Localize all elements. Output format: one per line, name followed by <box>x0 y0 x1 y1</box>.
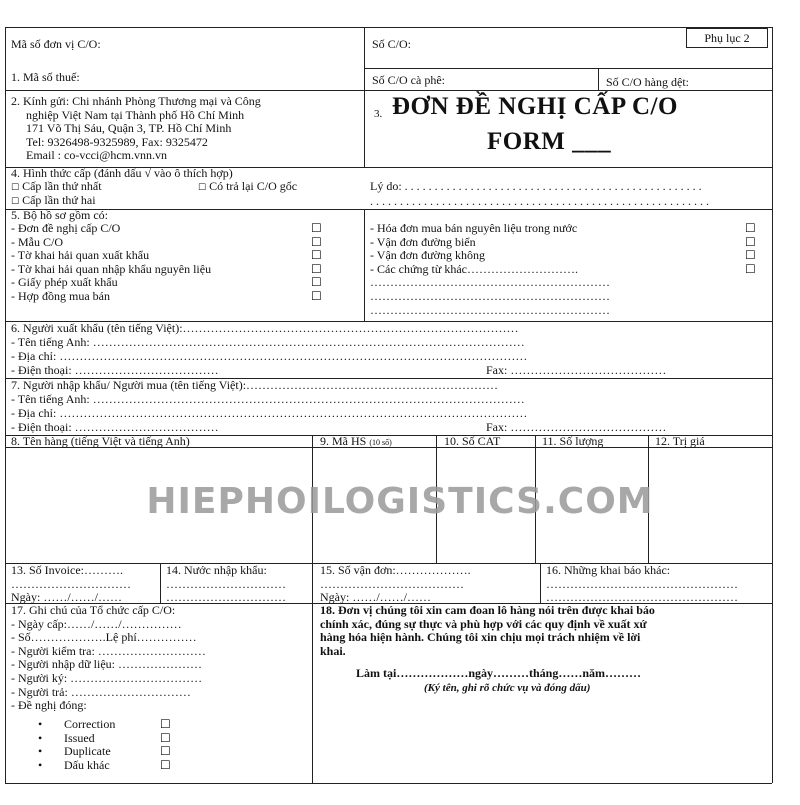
form-title: ĐƠN ĐỀ NGHỊ CẤP C/O <box>392 93 678 120</box>
other-declarations-dots[interactable]: ………………………………………… <box>546 576 738 591</box>
doc-item: - Giấy phép xuất khẩu <box>11 275 118 290</box>
stamp-labels <box>64 718 115 772</box>
checkbox-icon[interactable]: ☐ <box>311 248 322 263</box>
col-hs-code: 9. Mã HS (10 số) <box>320 434 392 448</box>
so-co-label: Số C/O: <box>372 37 412 51</box>
docs-right-checkboxes[interactable] <box>745 222 756 276</box>
doc-item: - Hợp đồng mua bán <box>11 288 110 303</box>
bill-of-lading-date[interactable]: Ngày: ……/……/…… <box>320 590 431 605</box>
so-co-hang-det-label: Số C/O hàng dệt: <box>606 75 689 89</box>
import-country-dots[interactable]: ………………………… <box>166 576 286 591</box>
declaration-line: 18. Đơn vị chúng tôi xin cam đoan lô hàng nói trên được khai báo <box>320 603 655 617</box>
import-country-block[interactable] <box>166 564 286 605</box>
option-first-issue[interactable]: ☐ Cấp lần thứ nhất <box>11 179 102 193</box>
exporter-phone[interactable]: - Điện thoại: ……………………………… <box>11 363 219 377</box>
data-entry[interactable]: - Người nhập dữ liệu: ………………… <box>11 657 203 672</box>
reason-dots[interactable]: . . . . . . . . . . . . . . . . . . . . . . . . . . . . . . . . . . . . . . . . . . . . . . . . . . . . . . . . . <box>370 194 709 208</box>
col-value: 12. Trị giá <box>655 434 705 448</box>
checkbox-icon[interactable]: ☐ <box>311 234 322 249</box>
recipient-email: Email : co-vcci@hcm.vnn.vn <box>26 148 168 163</box>
checkbox-icon[interactable]: ☐ <box>160 744 171 759</box>
docs-left-list <box>11 222 211 304</box>
recipient-line: 2. Kính gửi: Chi nhánh Phòng Thương mại và Công <box>11 94 261 108</box>
issue-date[interactable]: - Ngày cấp:……/……/…………… <box>11 616 182 631</box>
ma-so-don-vi-label: Mã số đơn vị C/O: <box>11 37 101 51</box>
checkbox-icon[interactable]: ☐ <box>311 261 322 276</box>
recipient-address: 171 Võ Thị Sáu, Quận 3, TP. Hồ Chí Minh <box>26 121 232 136</box>
invoice-block[interactable] <box>11 564 131 605</box>
bill-of-lading-block[interactable] <box>320 564 471 605</box>
doc-item: - Đơn đề nghị cấp C/O <box>11 221 121 235</box>
checkbox-icon[interactable]: ☐ <box>11 197 20 207</box>
doc-dots[interactable]: …………………………………………………… <box>370 288 610 303</box>
checkbox-icon[interactable]: ☐ <box>745 248 756 263</box>
declaration-line: chính xác, đúng sự thực và phù hợp với các quy định về xuất xứ <box>320 616 647 631</box>
recipient-line: nghiệp Việt Nam tại Thành phố Hồ Chí Minh <box>26 107 245 122</box>
col-cat-number: 10. Số CAT <box>444 434 501 448</box>
so-co-ca-phe-label: Số C/O cà phê: <box>372 73 445 87</box>
title-number: 3. <box>374 108 383 120</box>
doc-item: - Mẫu C/O <box>11 234 63 249</box>
phu-luc-badge: Phụ lục 2 <box>686 28 768 48</box>
invoice-number[interactable]: 13. Số Invoice:………. <box>11 563 123 577</box>
section5-heading: 5. Bộ hồ sơ gồm có: <box>11 208 109 222</box>
importer-fax[interactable]: Fax: ………………………………… <box>486 420 667 434</box>
stamp-checkboxes[interactable] <box>160 718 171 772</box>
checkbox-icon[interactable]: ☐ <box>745 221 756 235</box>
docs-right-list <box>370 222 610 317</box>
importer-phone[interactable]: - Điện thoại: ……………………………… <box>11 420 219 434</box>
importer-english-name[interactable]: - Tên tiếng Anh: ……………………………………………………………………………………………… <box>11 392 525 406</box>
ma-so-thue-label: 1. Mã số thuế: <box>11 70 80 84</box>
returner[interactable]: - Người trả: ………………………… <box>11 684 191 699</box>
doc-dots[interactable]: …………………………………………………… <box>370 275 610 290</box>
section4-heading: 4. Hình thức cấp (đánh dấu √ vào ô thích hợp) <box>11 166 233 180</box>
declaration-line: hàng hóa hiện hành. Chúng tôi xin chịu mọi trách nhiệm về lời <box>320 630 641 645</box>
exporter-fax[interactable]: Fax: ………………………………… <box>486 363 667 377</box>
declaration-block <box>320 604 655 658</box>
checkbox-icon[interactable]: ☐ <box>160 730 171 745</box>
other-declarations-dots[interactable]: ………………………………………… <box>546 590 738 605</box>
other-declarations-block[interactable] <box>546 564 738 605</box>
checkbox-icon[interactable]: ☐ <box>311 288 322 303</box>
import-country-dots[interactable]: ………………………… <box>166 590 286 605</box>
recipient-phone: Tel: 9326498-9325989, Fax: 9325472 <box>26 134 208 149</box>
bill-of-lading-dots[interactable]: ……………………………… <box>320 576 464 591</box>
importer-heading[interactable]: 7. Người nhập khẩu/ Người mua (tên tiếng Việt):……………………………………………………… <box>11 378 499 392</box>
invoice-dots[interactable]: ………………………… <box>11 576 131 591</box>
number-fee[interactable]: - Số……………….Lệ phí…………… <box>11 630 197 645</box>
watermark: HIEPHOILOGISTICS.COM <box>146 481 654 522</box>
reason-field[interactable]: Lý do: . . . . . . . . . . . . . . . . . . . . . . . . . . . . . . . . . . . . . . . . . . . . . . . . . . <box>370 179 702 193</box>
stamp-other: Dấu khác <box>64 757 110 772</box>
exporter-heading[interactable]: 6. Người xuất khẩu (tên tiếng Việt):………………………………………………………………………… <box>11 321 519 335</box>
stamp-request-label: - Đề nghị đóng: <box>11 698 87 713</box>
other-declarations-label: 16. Những khai báo khác: <box>546 563 671 577</box>
signature-note: (Ký tên, ghi rõ chức vụ và đóng dấu) <box>424 682 591 694</box>
doc-item: - Vận đơn đường không <box>370 248 485 263</box>
recipient-block <box>11 95 261 163</box>
bill-of-lading-number[interactable]: 15. Số vận đơn:………………. <box>320 563 471 577</box>
doc-item: - Vận đơn đường biển <box>370 234 476 249</box>
checkbox-icon[interactable]: ☐ <box>311 221 322 235</box>
exporter-english-name[interactable]: - Tên tiếng Anh: ……………………………………………………………………………………………… <box>11 335 525 349</box>
checkbox-icon[interactable]: ☐ <box>160 757 171 772</box>
place-date-field[interactable]: Làm tại………………ngày………tháng……năm……… <box>356 666 642 680</box>
form-title-sub: FORM ___ <box>487 128 612 155</box>
doc-item: - Tờ khai hải quan nhập khẩu nguyên liệu <box>11 261 212 276</box>
stamp-duplicate: Duplicate <box>64 744 111 759</box>
signer[interactable]: - Người ký: …………………………… <box>11 670 203 685</box>
issuer-notes <box>11 604 206 713</box>
checkbox-icon[interactable]: ☐ <box>160 717 171 731</box>
option-second-issue[interactable]: ☐ Cấp lần thứ hai <box>11 193 96 207</box>
doc-item: - Hóa đơn mua bán nguyên liệu trong nước <box>370 221 578 235</box>
import-country-label: 14. Nước nhập khẩu: <box>166 563 267 577</box>
stamp-options: • • • • <box>38 717 43 772</box>
col-goods-name: 8. Tên hàng (tiếng Việt và tiếng Anh) <box>11 434 190 448</box>
option-return-original[interactable]: ☐ Có trả lại C/O gốc <box>198 179 298 193</box>
docs-left-checkboxes[interactable] <box>311 222 322 304</box>
checkbox-icon[interactable]: ☐ <box>198 183 207 193</box>
doc-dots[interactable]: …………………………………………………… <box>370 302 610 317</box>
stamp-issued: Issued <box>64 730 95 745</box>
col-quantity: 11. Số lượng <box>542 434 604 448</box>
checker[interactable]: - Người kiểm tra: ……………………… <box>11 643 206 658</box>
stamp-correction: Correction <box>64 717 116 731</box>
checkbox-icon[interactable]: ☐ <box>745 234 756 249</box>
exporter-address[interactable]: - Địa chỉ: ……………………………………………………………………………………………………… <box>11 349 528 363</box>
importer-address[interactable]: - Địa chỉ: ……………………………………………………………………………………………………… <box>11 406 528 420</box>
checkbox-icon[interactable]: ☐ <box>745 261 756 276</box>
invoice-date[interactable]: Ngày: ……/……/…… <box>11 590 122 605</box>
doc-item: - Các chứng từ khác………………………. <box>370 261 578 276</box>
declaration-line: khai. <box>320 643 346 658</box>
doc-item: - Tờ khai hải quan xuất khẩu <box>11 248 150 263</box>
checkbox-icon[interactable]: ☐ <box>311 275 322 290</box>
checkbox-icon[interactable]: ☐ <box>11 183 20 193</box>
issuer-notes-heading: 17. Ghi chú của Tổ chức cấp C/O: <box>11 603 176 617</box>
